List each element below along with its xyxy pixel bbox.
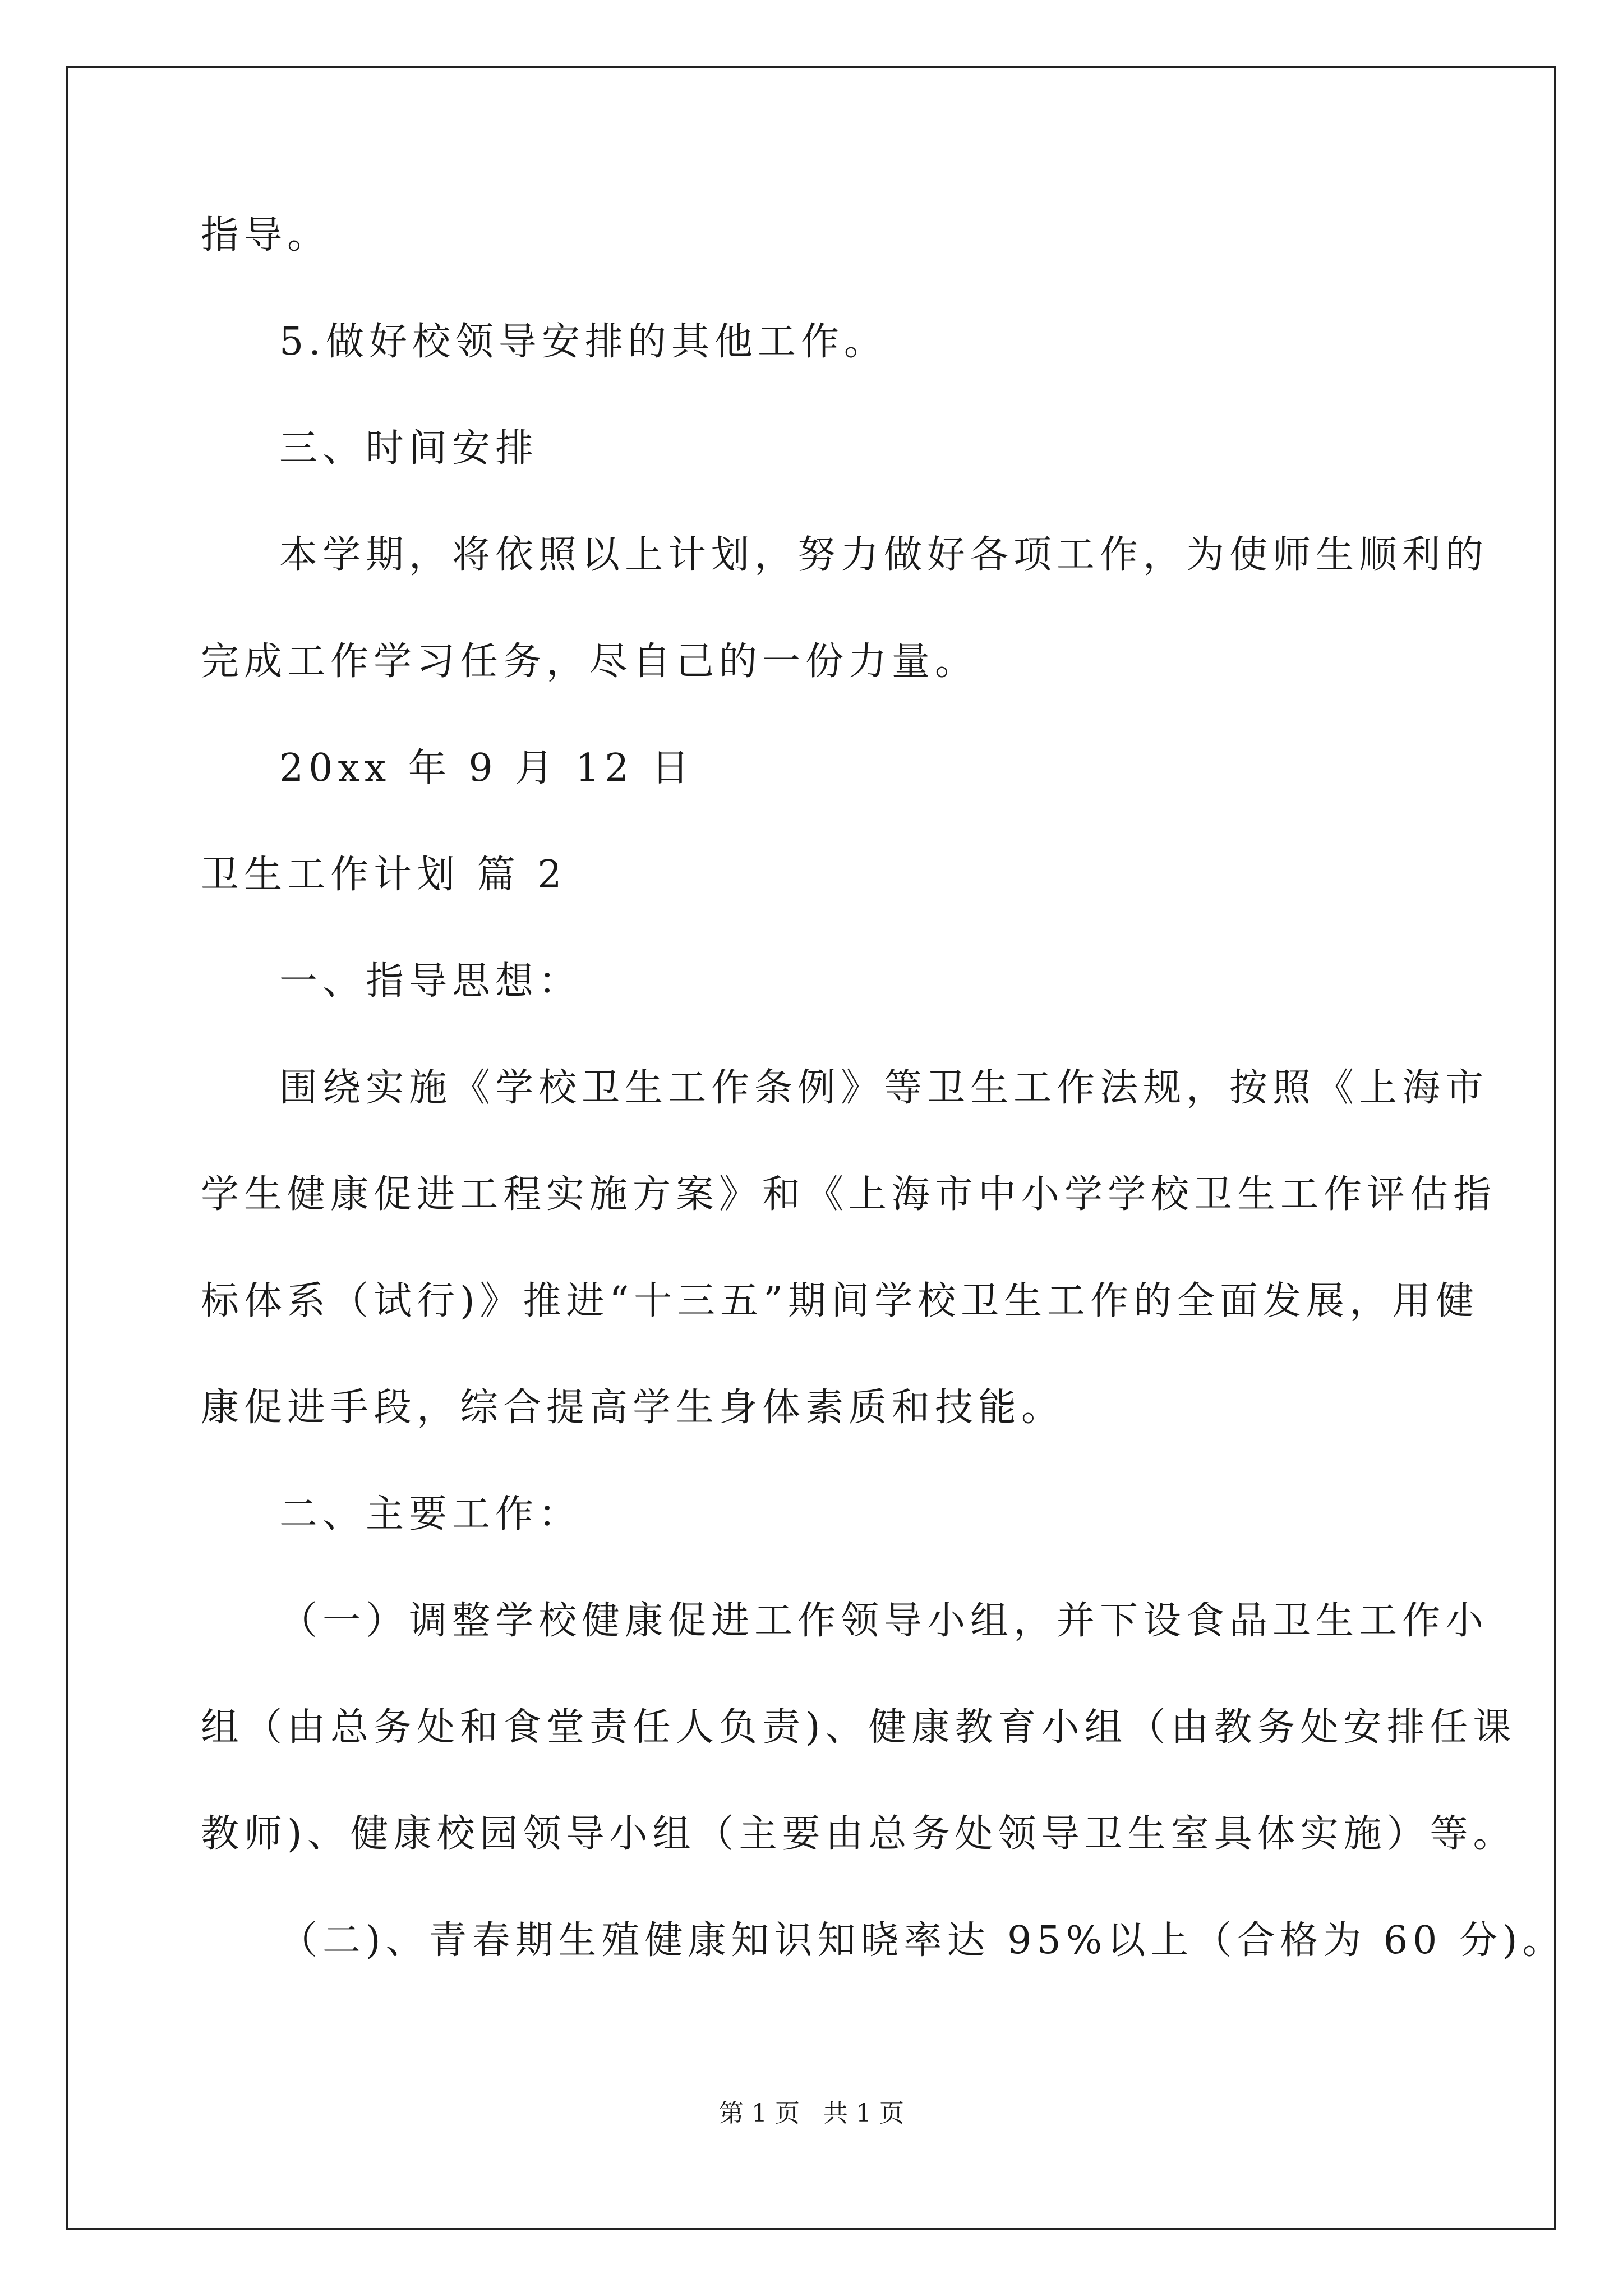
section-heading: 二、主要工作： — [279, 1492, 582, 1536]
text-line: 教师)、健康校园领导小组（主要由总务处领导卫生室具体实施）等。 — [201, 1812, 1516, 1856]
text-line: 完成工作学习任务，尽自己的一份力量。 — [201, 639, 979, 684]
text-line: （一）调整学校健康促进工作领导小组，并下设食品卫生工作小 — [279, 1599, 1489, 1643]
text-line: 康促进手段，综合提高学生身体素质和技能。 — [201, 1386, 1065, 1430]
page-number: 第 1 页 — [719, 2099, 800, 2128]
text-line: 围绕实施《学校卫生工作条例》等卫生工作法规，按照《上海市 — [279, 1066, 1489, 1110]
text-line: 学生健康促进工程实施方案》和《上海市中小学学校卫生工作评估指 — [201, 1172, 1497, 1217]
section-heading: 三、时间安排 — [279, 426, 539, 471]
text-line: （二)、青春期生殖健康知识知晓率达 95%以上（合格为 60 分)。 — [279, 1918, 1566, 1963]
date-line: 20xx 年 9 月 12 日 — [279, 746, 695, 790]
text-line: 5.做好校领导安排的其他工作。 — [279, 320, 887, 364]
text-line: 标体系（试行)》推进“十三五”期间学校卫生工作的全面发展，用健 — [201, 1279, 1479, 1323]
page-border — [66, 66, 1556, 2230]
document-title: 卫生工作计划 篇 2 — [201, 853, 567, 897]
text-line: 组（由总务处和食堂责任人负责)、健康教育小组（由教务处安排任课 — [201, 1705, 1516, 1750]
text-line: 本学期，将依照以上计划，努力做好各项工作，为使师生顺利的 — [279, 533, 1489, 577]
page-footer — [0, 2099, 1623, 2128]
page-total: 共 1 页 — [823, 2099, 904, 2128]
section-heading: 一、指导思想： — [279, 959, 582, 1004]
text-line: 指导。 — [201, 213, 331, 257]
